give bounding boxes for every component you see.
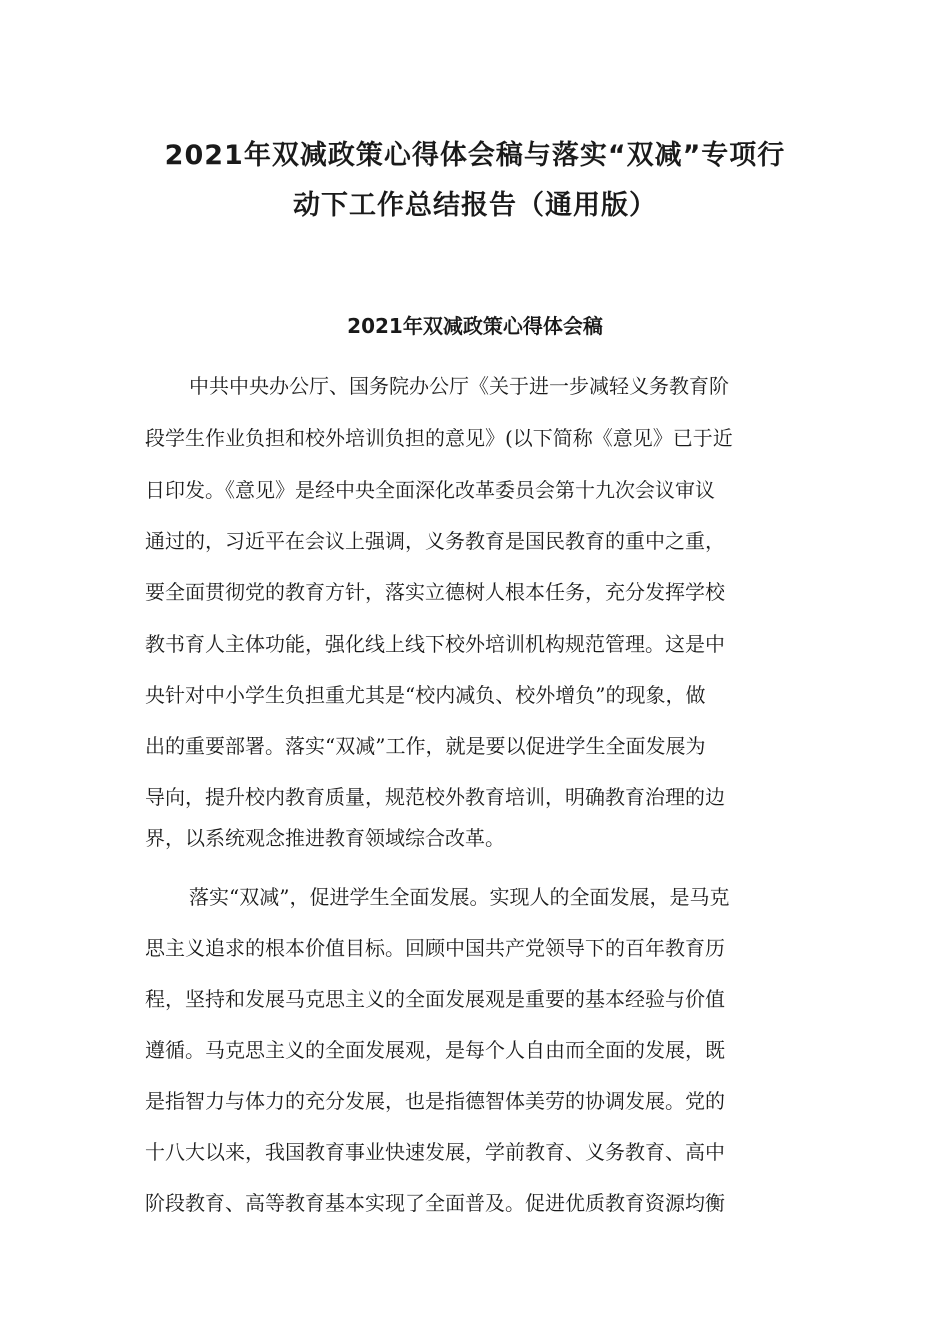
paragraph-line: 教书育人主体功能，强化线上线下校外培训机构规范管理。这是中	[145, 632, 725, 656]
paragraph-line: 思主义追求的根本价值目标。回顾中国共产党领导下的百年教育历	[145, 936, 725, 960]
paragraph-line: 落实“双减”，促进学生全面发展。实现人的全面发展，是马克	[189, 885, 730, 909]
document-title-line-1: 2021年双减政策心得体会稿与落实“双减”专项行	[164, 140, 786, 171]
paragraph-line: 出的重要部署。落实“双减”工作，就是要以促进学生全面发展为	[145, 734, 706, 758]
paragraph-line: 日印发。《意见》是经中央全面深化改革委员会第十九次会议审议	[145, 478, 715, 502]
paragraph-line: 是指智力与体力的充分发展，也是指德智体美劳的协调发展。党的	[145, 1089, 725, 1113]
paragraph-line: 十八大以来，我国教育事业快速发展，学前教育、义务教育、高中	[145, 1140, 725, 1164]
paragraph-line: 遵循。马克思主义的全面发展观，是每个人自由而全面的发展，既	[145, 1038, 725, 1062]
paragraph-line: 导向，提升校内教育质量，规范校外教育培训，明确教育治理的边	[145, 785, 725, 809]
paragraph-line: 界，以系统观念推进教育领域综合改革。	[145, 826, 505, 850]
paragraph-line: 通过的，习近平在会议上强调，义务教育是国民教育的重中之重，	[145, 529, 725, 553]
document-title-line-2: 动下工作总结报告（通用版）	[293, 190, 657, 221]
section-heading: 2021年双减政策心得体会稿	[347, 314, 603, 338]
paragraph-line: 中共中央办公厅、国务院办公厅《关于进一步减轻义务教育阶	[189, 374, 729, 398]
paragraph-line: 阶段教育、高等教育基本实现了全面普及。促进优质教育资源均衡	[145, 1191, 725, 1215]
paragraph-line: 要全面贯彻党的教育方针，落实立德树人根本任务，充分发挥学校	[145, 580, 725, 604]
paragraph-line: 央针对中小学生负担重尤其是“校内减负、校外增负”的现象，做	[145, 683, 706, 707]
paragraph-line: 程，坚持和发展马克思主义的全面发展观是重要的基本经验与价值	[145, 987, 725, 1011]
paragraph-line: 段学生作业负担和校外培训负担的意见》(以下简称《意见》已于近	[145, 426, 733, 450]
